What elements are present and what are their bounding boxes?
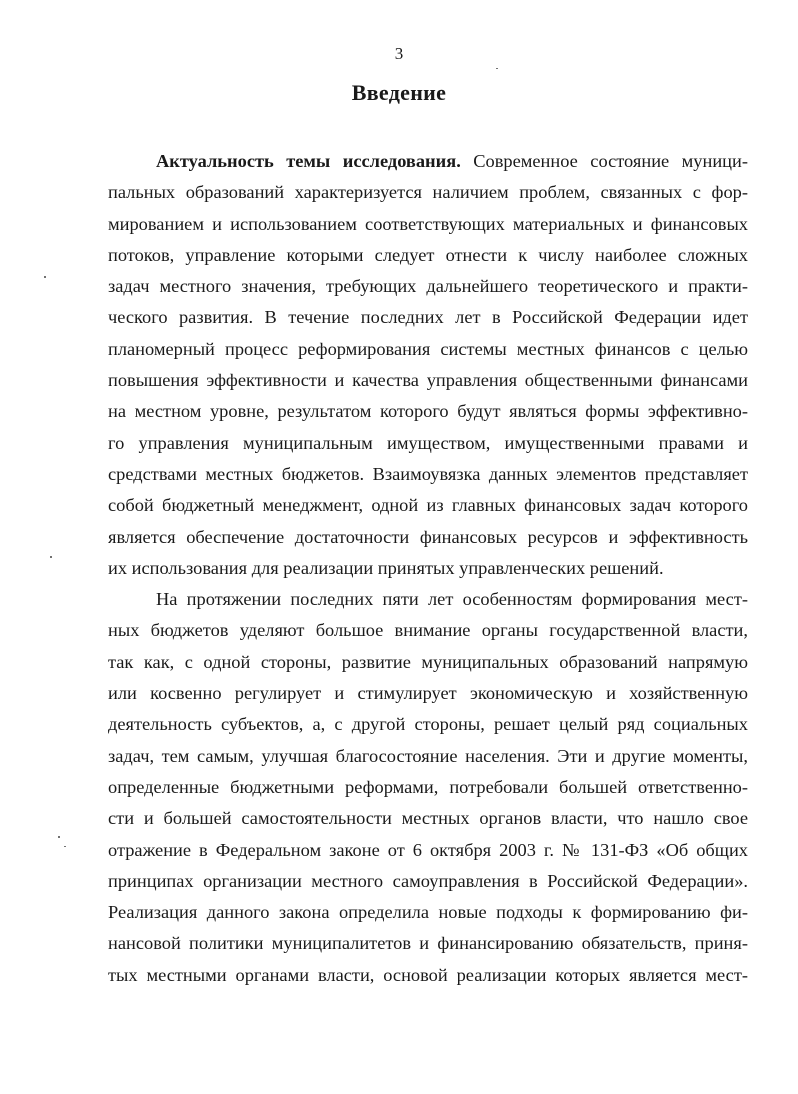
paragraph-2-line: отражение в Федеральном законе от 6 октября 2003 г. № 131-ФЗ «Об общих	[108, 839, 748, 860]
scan-speck	[64, 846, 66, 847]
paragraph-2-line: Реализация данного закона определила новые подходы к формированию фи-	[108, 902, 748, 923]
body-text	[108, 146, 748, 991]
paragraph-2-line: деятельность субъектов, а, с другой стороны, решает целый ряд социальных	[108, 714, 748, 735]
paragraph-1-line-1	[108, 146, 748, 177]
paragraph-1-line: потоков, управление которыми следует отнести к числу наиболее сложных	[108, 244, 748, 265]
scan-speck	[44, 276, 46, 278]
paragraph-2-line: или косвенно регулирует и стимулирует экономическую и хозяйственную	[108, 683, 748, 704]
paragraph-1-line: мированием и использованием соответствующих материальных и финансовых	[108, 213, 748, 234]
scan-speck	[58, 836, 60, 838]
paragraph-1-line: пальных образований характеризуется наличием проблем, связанных с фор-	[108, 182, 748, 203]
paragraph-2-line: На протяжении последних пяти лет особенностям формирования мест-	[156, 589, 748, 610]
paragraph-2-line: определенные бюджетными реформами, потребовали большей ответственно-	[108, 776, 748, 797]
page-number: 3	[394, 44, 404, 63]
paragraph-1-line: собой бюджетный менеджмент, одной из главных финансовых задач которого	[108, 495, 748, 516]
section-heading: Введение	[351, 80, 447, 105]
paragraph-1-line: является обеспечение достаточности финансовых ресурсов и эффективность	[108, 526, 748, 547]
paragraph-1-line: го управления муниципальным имуществом, имущественными правами и	[108, 432, 748, 453]
paragraph-1-line: средствами местных бюджетов. Взаимоувязка данных элементов представляет	[108, 463, 748, 484]
paragraph-1-line: на местном уровне, результатом которого будут являться формы эффективно-	[108, 401, 748, 422]
paragraph-2-line: принципах организации местного самоуправления в Российской Федерации».	[108, 870, 748, 891]
paragraph-2-line: так как, с одной стороны, развитие муниципальных образований напрямую	[108, 651, 748, 672]
paragraph-2-line: ных бюджетов уделяют большое внимание органы государственной власти,	[108, 620, 748, 641]
scan-speck	[496, 68, 498, 69]
scan-speck	[50, 556, 52, 558]
paragraph-1-line: задач местного значения, требующих дальнейшего теоретического и практи-	[108, 276, 748, 297]
paragraph-1-line: ческого развития. В течение последних лет в Российской Федерации идет	[108, 307, 748, 328]
paragraph-1-line: их использования для реализации принятых управленческих решений.	[108, 557, 664, 578]
paragraph-2-line: тых местными органами власти, основой реализации которых является мест-	[108, 964, 748, 985]
paragraph-1-line: планомерный процесс реформирования системы местных финансов с целью	[108, 338, 748, 359]
paragraph-2-line: задач, тем самым, улучшая благосостояние населения. Эти и другие моменты,	[108, 745, 748, 766]
paragraph-2-line: сти и большей самостоятельности местных органов власти, что нашло свое	[108, 808, 748, 829]
paragraph-1-lead: Актуальность темы исследования.	[156, 151, 461, 171]
paragraph-1-first-rest: Современное состояние муници-	[460, 151, 748, 171]
paragraph-2-line: нансовой политики муниципалитетов и финансированию обязательств, приня-	[108, 933, 748, 954]
paragraph-1-line: повышения эффективности и качества управления общественными финансами	[108, 370, 748, 391]
